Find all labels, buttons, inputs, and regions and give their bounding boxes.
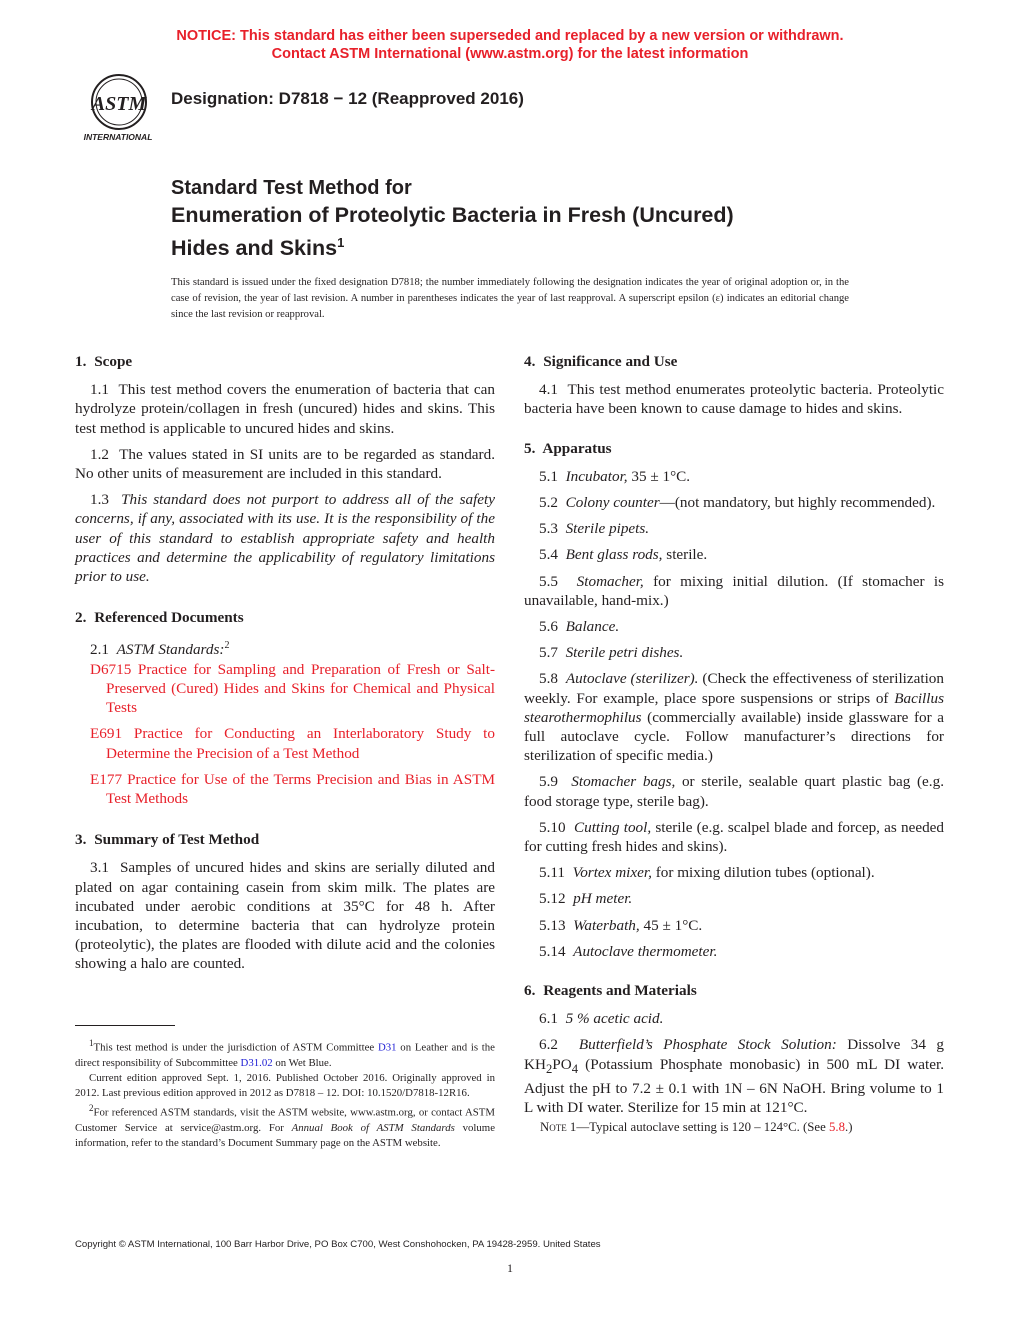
note-text-end: .): [845, 1120, 853, 1135]
para-number: 3.1: [90, 859, 109, 877]
withdrawal-notice: [0, 27, 1020, 63]
note-section-link[interactable]: 5.8: [829, 1120, 845, 1135]
note-text: —Typical autoclave setting is 120 – 124°C. (See: [576, 1120, 829, 1135]
notice-line-2: Contact ASTM International (www.astm.org) for the latest information: [271, 46, 749, 62]
section-summary-heading: [75, 830, 495, 849]
item-name: pH meter.: [573, 890, 633, 908]
ref-e177[interactable]: [75, 770, 495, 808]
item-name: Butterfield’s Phosphate Stock Solution:: [578, 1036, 837, 1054]
item-name: Autoclave (sterilizer).: [565, 670, 699, 688]
footnote-italic: Annual Book of ASTM Standards: [291, 1122, 455, 1135]
para-5-4: [524, 545, 944, 564]
para-number: 6.2: [539, 1036, 558, 1054]
footnote-text: volume information, refer to the standard’s Document Summary page on the ASTM website.: [75, 1122, 495, 1150]
para-5-3: [524, 519, 944, 538]
section-title: Reagents and Materials: [543, 982, 697, 1000]
para-5-7: [524, 643, 944, 662]
para-1-3: [75, 490, 495, 586]
page-number: 1: [507, 1261, 513, 1275]
ref-d6715[interactable]: [75, 660, 495, 718]
subscript: 4: [571, 1061, 579, 1076]
para-6-1: [524, 1009, 944, 1028]
section-number: 5.: [524, 439, 536, 457]
item-text: —(not mandatory, but highly recommended).: [659, 494, 936, 512]
footnote-2: [75, 1101, 495, 1151]
para-number: 5.14: [539, 942, 566, 960]
item-text: sterile.: [662, 546, 708, 564]
section-number: 2.: [75, 609, 87, 627]
para-number: 5.11: [539, 864, 566, 882]
document-title: [171, 175, 891, 262]
para-number: 5.2: [539, 494, 558, 512]
ref-code[interactable]: D6715: [90, 660, 132, 678]
section-title: Referenced Documents: [94, 609, 244, 627]
item-name: Bent glass rods,: [565, 546, 663, 564]
footnotes: [75, 1036, 495, 1152]
item-text: PO: [552, 1055, 572, 1073]
para-number: 6.1: [539, 1010, 558, 1028]
footnote-text: This test method is under the jurisdiction of ASTM Committee: [93, 1041, 378, 1054]
ref-title[interactable]: Practice for Sampling and Preparation of Fresh or Salt-Preserved (Cured) Hides and Skins for Chemical and Physical Tests: [106, 660, 495, 717]
para-text: This standard does not purport to address all of the safety concerns, if any, associated with its use. It is the responsibility of the user of this standard to establish appropriate safety and health practices and determine the applicability of regulatory limitations prior to use.: [75, 491, 496, 586]
para-1-1: [75, 380, 495, 438]
para-text: ASTM Standards:: [116, 641, 225, 659]
para-number: 5.7: [539, 644, 558, 662]
section-number: 4.: [524, 353, 536, 370]
section-title: Summary of Test Method: [94, 831, 260, 849]
para-number: 1.1: [90, 381, 109, 399]
designation: Designation: D7818 − 12 (Reapproved 2016): [171, 89, 524, 108]
section-significance-heading: [524, 352, 944, 371]
footnote-1-edition: Current edition approved Sept. 1, 2016. Published October 2016. Originally approved in 2012. Last previous edition approved in 2012 as D7818 – 12. DOI: 10.1520/D7818-12R16.: [75, 1072, 495, 1100]
para-3-1: [75, 858, 495, 973]
para-number: 5.3: [539, 520, 558, 538]
item-name: Colony counter: [565, 494, 660, 512]
item-text: or sterile, sealable quart plastic bag (e.g. food storage type, sterile bag).: [524, 773, 944, 810]
item-name: Stomacher,: [576, 572, 644, 590]
para-6-2: [524, 1035, 944, 1117]
section-title: Scope: [94, 353, 133, 370]
section-title: Apparatus: [542, 439, 612, 457]
item-name: Stomacher bags,: [571, 773, 676, 791]
para-number: 1.2: [90, 445, 109, 463]
para-number: 5.13: [539, 916, 566, 934]
title-footnote-mark: 1: [337, 235, 345, 250]
logo-text: ASTM: [91, 93, 147, 115]
species-name: Bacillus stearothermophilus: [524, 689, 944, 726]
ref-code[interactable]: E177: [90, 770, 123, 788]
item-name: Vortex mixer,: [572, 864, 652, 882]
para-5-10: [524, 818, 944, 856]
para-number: 5.1: [539, 467, 558, 485]
para-text: This test method covers the enumeration of bacteria that can hydrolyze protein/collagen in fresh (uncured) hides and skins. This test method is applicable to uncured hides and skins.: [75, 381, 495, 437]
section-title: Significance and Use: [543, 353, 678, 370]
para-number: 5.9: [539, 773, 558, 791]
para-number: 4.1: [539, 381, 558, 399]
notice-line-1: NOTICE: This standard has either been superseded and replaced by a new version or withdrawn.: [176, 28, 844, 44]
para-number: 5.6: [539, 618, 558, 636]
item-text: 35 ± 1°C.: [627, 467, 691, 485]
para-text: The values stated in SI units are to be regarded as standard. No other units of measurement are included in this standard.: [75, 445, 495, 483]
committee-link[interactable]: D31: [377, 1041, 397, 1054]
item-name: 5 % acetic acid.: [565, 1010, 664, 1028]
footnote-mark: 2: [224, 640, 230, 652]
item-name: Sterile petri dishes.: [565, 644, 684, 662]
section-number: 6.: [524, 982, 536, 1000]
para-5-8: [524, 669, 944, 765]
item-name: Balance.: [565, 618, 620, 636]
para-number: 5.12: [539, 890, 566, 908]
para-2-1: [75, 636, 495, 659]
title-line-2: Enumeration of Proteolytic Bacteria in Fresh (Uncured): [171, 203, 734, 227]
para-5-13: [524, 916, 944, 935]
item-name: Sterile pipets.: [565, 520, 650, 538]
note-label: Note 1: [540, 1120, 577, 1135]
footnote-mark: 1: [89, 1038, 94, 1048]
para-5-11: [524, 863, 944, 882]
item-name: Waterbath,: [573, 916, 640, 934]
footnote-mark: 2: [89, 1103, 94, 1114]
section-scope-heading: [75, 352, 495, 371]
para-number: 2.1: [90, 641, 109, 659]
para-number: 5.4: [539, 546, 558, 564]
section-referenced-heading: [75, 608, 495, 627]
para-text: This test method enumerates proteolytic bacteria. Proteolytic bacteria have been known to cause damage to hides and skins.: [524, 381, 944, 418]
astm-logo: [74, 72, 162, 144]
logo-subtext: INTERNATIONAL: [83, 132, 153, 142]
section-apparatus-heading: [524, 439, 944, 458]
standard-intro: This standard is issued under the fixed designation D7818; the number immediately following the designation indicates the year of original adoption or, in the case of revision, the year of last revision. A number in parentheses indicates the year of last reapproval. A superscript epsilon (ε) indicates an editorial change since the last revision or reapproval.: [171, 277, 849, 320]
para-text: Samples of uncured hides and skins are serially diluted and plated on agar containing casein from skim milk. The plates are incubated under aerobic conditions at 35°C for 48 h. After incubation, to determine bacteria that can hydrolyze protein (proteolytic), the plates are flooded with dilute acid and the colonies showing a halo are counted.: [75, 859, 495, 973]
subcommittee-link[interactable]: D31.02: [240, 1056, 273, 1069]
item-text: sterile (e.g. scalpel blade and forcep, as needed for cutting fresh hides and skins).: [524, 818, 944, 856]
ref-title[interactable]: Practice for Conducting an Interlaboratory Study to Determine the Precision of a Test Method: [106, 725, 495, 762]
left-column: [75, 352, 495, 981]
item-text: 45 ± 1°C.: [639, 916, 703, 934]
para-5-9: [524, 772, 944, 810]
footnote-text: on Leather and is the direct responsibility of Subcommittee: [75, 1041, 495, 1069]
ref-title[interactable]: Practice for Use of the Terms Precision and Bias in ASTM Test Methods: [106, 770, 496, 807]
para-number: 5.8: [539, 670, 558, 688]
title-line-1: Standard Test Method for: [171, 177, 412, 199]
para-5-5: [524, 572, 944, 610]
para-5-6: [524, 617, 944, 636]
footnote-text: For referenced ASTM standards, visit the ASTM website, www.astm.org, or contact ASTM Customer Service at service@astm.org. For: [75, 1107, 495, 1135]
section-reagents-heading: [524, 981, 944, 1000]
para-5-2: [524, 493, 944, 512]
footnote-1: [75, 1036, 495, 1071]
ref-e691[interactable]: [75, 724, 495, 762]
copyright: Copyright © ASTM International, 100 Barr Harbor Drive, PO Box C700, West Conshohocken, PA 19428-2959. United States: [75, 1239, 601, 1250]
item-text: (Check the effectiveness of sterilization weekly. For example, place spore suspensions or strips of: [524, 670, 944, 707]
para-4-1: [524, 380, 944, 418]
para-number: 5.10: [539, 818, 566, 836]
para-number: 1.3: [90, 491, 109, 509]
para-number: 5.5: [539, 572, 558, 590]
item-name: Cutting tool,: [573, 818, 652, 836]
para-5-1: [524, 467, 944, 486]
title-line-3-text: Hides and Skins: [171, 236, 338, 261]
para-1-2: [75, 445, 495, 483]
footnote-divider: [75, 1025, 175, 1026]
item-name: Autoclave thermometer.: [573, 942, 718, 960]
item-text: Dissolve 34 g KH: [524, 1036, 945, 1073]
section-number: 1.: [75, 353, 87, 370]
item-text: (commercially available) inside glassware for a full autoclave cycle. Follow manufacturer’s directions for sterilization of specific media.): [524, 708, 944, 765]
title-line-3: [171, 229, 891, 262]
ref-code[interactable]: E691: [90, 725, 123, 743]
right-column: [524, 352, 944, 1136]
item-name: Incubator,: [565, 467, 628, 485]
subscript: 2: [545, 1061, 553, 1076]
astm-logo-graphic: [74, 72, 162, 144]
section-number: 3.: [75, 831, 87, 849]
item-text: for mixing dilution tubes (optional).: [651, 864, 875, 882]
para-5-12: [524, 889, 944, 908]
note-1: [524, 1119, 944, 1136]
item-text: (Potassium Phosphate monobasic) in 500 mL DI water. Adjust the pH to 7.2 ± 0.1 with 1N – 6N NaOH. Bring volume to 1 L with DI water. Sterilize for 15 min at 121°C.: [524, 1055, 944, 1117]
item-text: for mixing initial dilution. (If stomacher is unavailable, hand-mix.): [524, 572, 944, 609]
footnote-text: on Wet Blue.: [272, 1056, 332, 1069]
para-5-14: [524, 942, 944, 961]
